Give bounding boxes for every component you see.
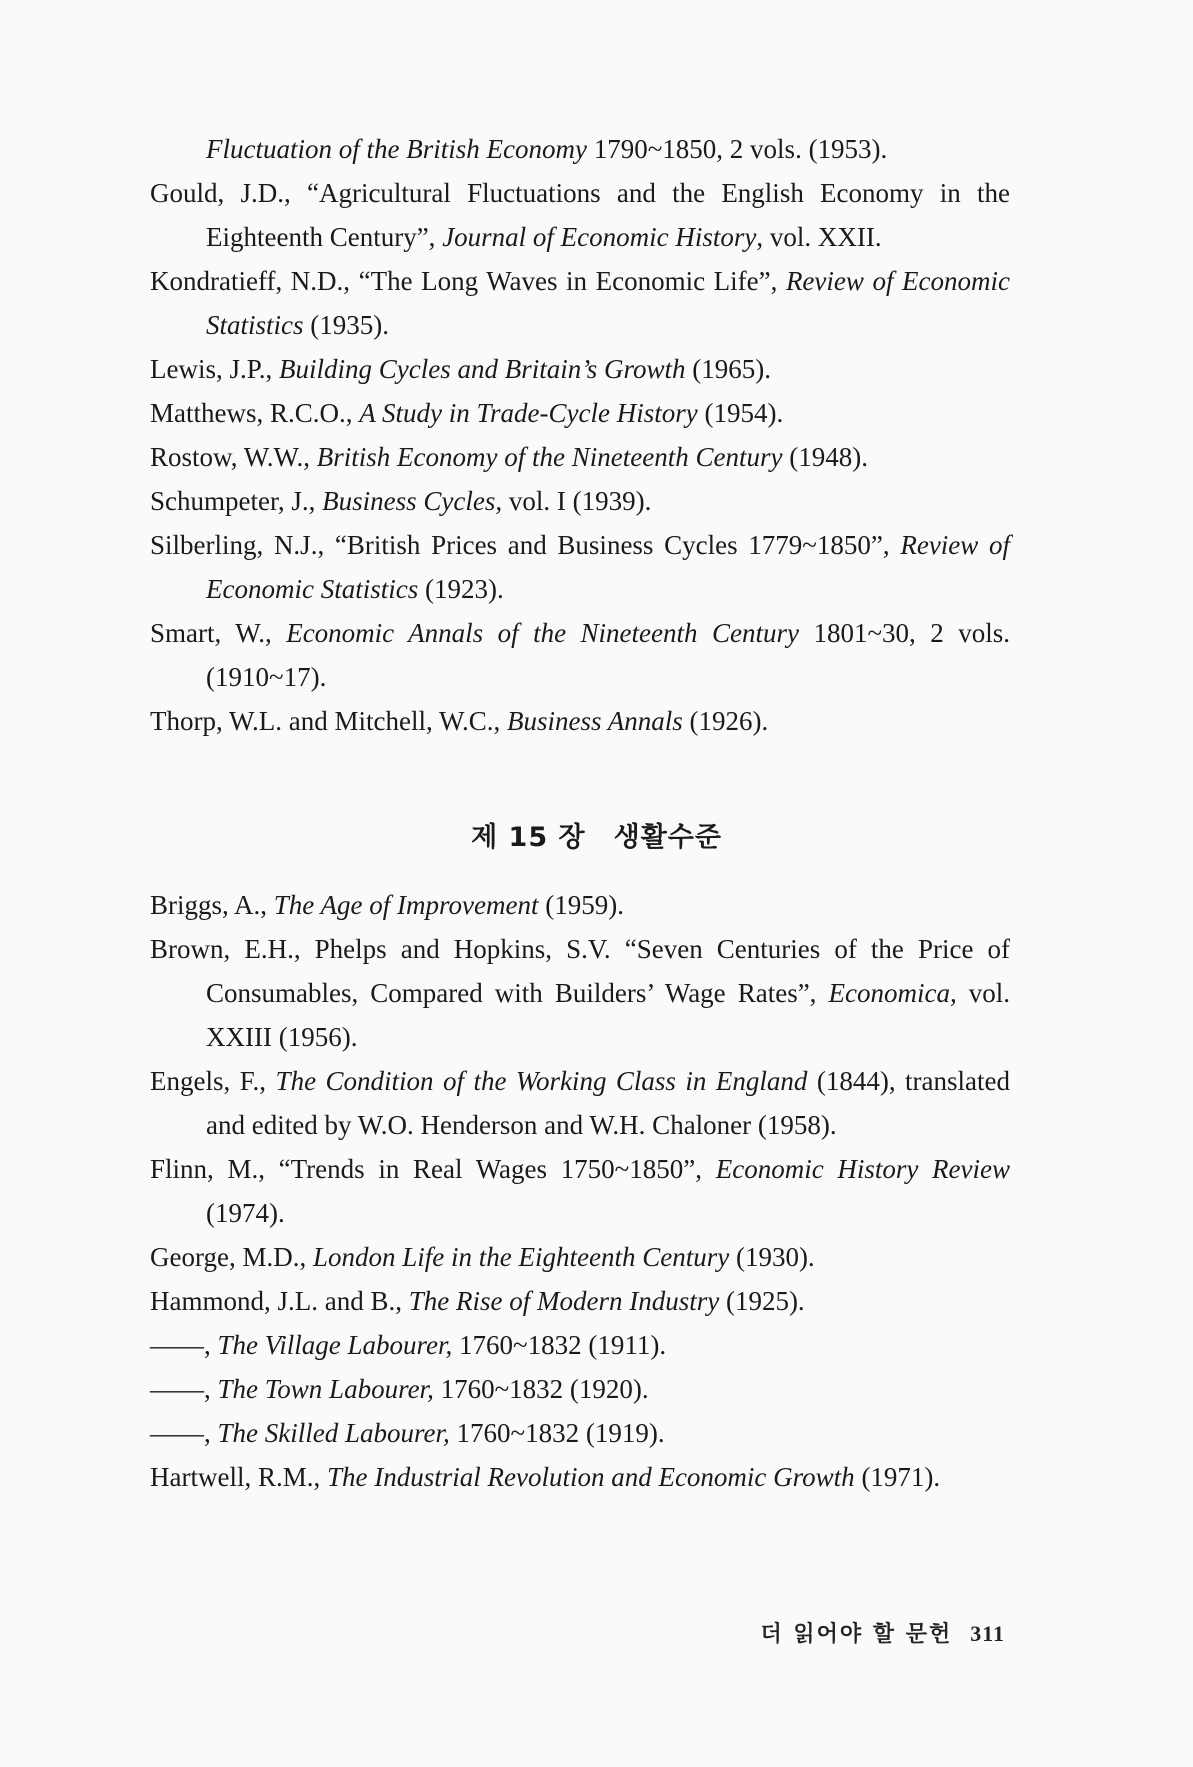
bibliography-entry [150, 1367, 1010, 1411]
bibliography-entry [150, 523, 1010, 611]
chapter-title: 생활수준 [613, 822, 722, 853]
entry-text: vol. I (1939). [502, 486, 652, 516]
entry-text: (1959). [538, 890, 624, 920]
entry-title: Building Cycles and Britain’s Growth [279, 354, 686, 384]
entry-text: Schumpeter, J., [150, 486, 323, 516]
entry-text: Hammond, J.L. and B., [150, 1286, 409, 1316]
entry-title: A Study in Trade-Cycle History [359, 398, 698, 428]
bibliography-entry [150, 927, 1010, 1059]
bibliography-entry [150, 391, 1010, 435]
bibliography-entry [150, 1147, 1010, 1235]
entry-text: Smart, W., [150, 618, 287, 648]
entry-title: The Age of Improvement [273, 890, 539, 920]
entry-text: (1954). [697, 398, 784, 428]
entry-title: Journal of Economic History [442, 222, 757, 252]
entry-text: Engels, F., [150, 1066, 276, 1096]
bibliography-entry [150, 435, 1010, 479]
entry-title: Economica, [828, 978, 957, 1008]
bibliography-list-continued [150, 127, 1010, 743]
bibliography-entry-continued [150, 127, 1010, 171]
entry-title: The Industrial Revolution and Economic Growth [326, 1462, 855, 1492]
entry-text: Flinn, M., “Trends in Real Wages 1750~1850”, [150, 1154, 716, 1184]
entry-text: vol. XXIII (1956). [206, 978, 1010, 1052]
entry-text: 1790~1850, 2 vols. (1953). [586, 134, 888, 164]
entry-title: Review of Economic Statistics [206, 530, 1010, 604]
entry-title: London Life in the Eighteenth Century [312, 1242, 730, 1272]
entry-text: (1925). [719, 1286, 805, 1316]
entry-text: Thorp, W.L. and Mitchell, W.C., [150, 706, 507, 736]
bibliography-entry [150, 1323, 1010, 1367]
entry-text: (1965). [685, 354, 772, 384]
entry-text: George, M.D., [150, 1242, 313, 1272]
running-title: 더 읽어야 할 문헌 [760, 1622, 953, 1647]
chapter-number: 제 15 장 [471, 822, 586, 853]
entry-text: (1935). [303, 310, 389, 340]
entry-text: 1801~30, 2 vols. (1910~17). [206, 618, 1010, 692]
entry-text: 1760~1832 (1920). [433, 1374, 649, 1404]
entry-text: (1971). [854, 1462, 941, 1492]
entry-text: ——, [150, 1374, 218, 1404]
bibliography-entry [150, 1455, 1010, 1499]
entry-text: Hartwell, R.M., [150, 1462, 327, 1492]
entry-title: Economic Annals of the Nineteenth Century [286, 618, 799, 648]
bibliography-entry [150, 1059, 1010, 1147]
chapter-heading [0, 815, 1193, 854]
entry-text: (1974). [206, 1198, 285, 1228]
entry-text: , vol. XXII. [756, 222, 882, 252]
entry-text: 1760~1832 (1911). [452, 1330, 667, 1360]
entry-text: 1760~1832 (1919). [449, 1418, 665, 1448]
entry-title: The Rise of Modern Industry [408, 1286, 720, 1316]
entry-title: The Town Labourer, [217, 1374, 434, 1404]
entry-text: Matthews, R.C.O., [150, 398, 360, 428]
entry-title: Economic History Review [715, 1154, 1011, 1184]
bibliography-entry [150, 699, 1010, 743]
bibliography-entry [150, 1235, 1010, 1279]
entry-text: (1930). [729, 1242, 815, 1272]
bibliography-entry [150, 1279, 1010, 1323]
entry-text: (1844), translated and edited by W.O. Henderson and W.H. Chaloner (1958). [206, 1066, 1011, 1140]
bibliography-entry [150, 883, 1010, 927]
entry-text: Kondratieff, N.D., “The Long Waves in Economic Life”, [150, 266, 786, 296]
entry-text: Rostow, W.W., [150, 442, 317, 472]
bibliography-entry [150, 171, 1010, 259]
entry-text: (1948). [782, 442, 868, 472]
entry-title: The Skilled Labourer, [217, 1418, 450, 1448]
bibliography-entry [150, 479, 1010, 523]
page-number: 311 [970, 1621, 1005, 1646]
entry-title: The Village Labourer, [217, 1330, 453, 1360]
entry-text: (1926). [682, 706, 769, 736]
entry-text: ——, [150, 1418, 218, 1448]
bibliography-entry [150, 1411, 1010, 1455]
entry-title: Business Annals [507, 706, 683, 736]
bibliography-entry [150, 611, 1010, 699]
entry-title: Fluctuation of the British Economy [206, 134, 587, 164]
entry-text: (1923). [418, 574, 504, 604]
entry-text: Briggs, A., [150, 890, 274, 920]
entry-title: British Economy of the Nineteenth Century [316, 442, 783, 472]
entry-title: Business Cycles, [322, 486, 503, 516]
bibliography-entry [150, 347, 1010, 391]
entry-title: The Condition of the Working Class in England [275, 1066, 808, 1096]
entry-text: Lewis, J.P., [150, 354, 280, 384]
page-footer [760, 1617, 1005, 1648]
bibliography-entry [150, 259, 1010, 347]
entry-text: Gould, J.D., “Agricultural Fluctuations and the English Economy in the Eighteenth Century”, [150, 178, 1010, 252]
entry-title: Review of Economic Statistics [206, 266, 1010, 340]
entry-text: Silberling, N.J., “British Prices and Business Cycles 1779~1850”, [150, 530, 901, 560]
bibliography-list-chapter-15 [150, 883, 1010, 1499]
entry-text: ——, [150, 1330, 218, 1360]
entry-text: Brown, E.H., Phelps and Hopkins, S.V. “Seven Centuries of the Price of Consumables, Compared with Builders’ Wage Rates”, [150, 934, 1010, 1008]
